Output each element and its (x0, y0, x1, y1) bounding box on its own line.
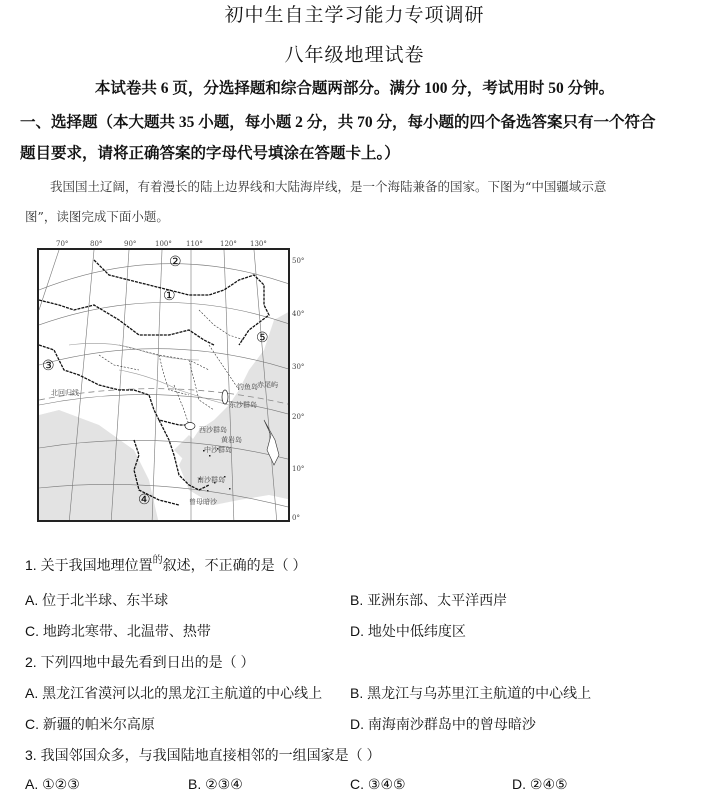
lat-label: 10° (292, 465, 305, 473)
section-heading-line2: 题目要求，请将正确答案的字母代号填涂在答题卡上。） (20, 145, 400, 162)
lon-label: 120° (220, 240, 237, 248)
nansha-label: 南沙群岛 (197, 476, 225, 484)
q2-option-b: B. 黑龙江与乌苏里江主航道的中心线上 (350, 685, 592, 701)
lon-label: 80° (90, 240, 103, 248)
map-marker-2: ② (169, 254, 182, 270)
intro-line1: 我国国土辽阔，有着漫长的陆上边界线和大陆海岸线，是一个海陆兼备的国家。下图为“中国疆域示意 (50, 179, 607, 194)
dongsha-label: 东沙群岛 (229, 401, 257, 409)
q1-option-d: D. 地处中低纬度区 (350, 623, 466, 639)
question-1-superscript: 的 (152, 555, 163, 566)
map-marker-4: ④ (138, 492, 151, 508)
q1-option-b: B. 亚洲东部、太平洋西岸 (350, 592, 508, 608)
map-marker-1: ① (163, 288, 176, 304)
lat-label: 40° (292, 310, 305, 318)
china-territory-map (37, 248, 290, 522)
question-3: 3. 我国邻国众多，与我国陆地直接相邻的一组国家是（ ） (25, 747, 381, 763)
q2-option-a: A. 黑龙江省漠河以北的黑龙江主航道的中心线上 (25, 685, 323, 701)
lat-label: 20° (292, 413, 305, 421)
tropic-label: 北回归线 (51, 389, 79, 397)
q2-option-d: D. 南海南沙群岛中的曾母暗沙 (350, 716, 536, 732)
q3-option-c: C. ③④⑤ (350, 776, 406, 792)
q3-option-d: D. ②④⑤ (512, 776, 568, 792)
section-heading-line1: 一、选择题（本大题共 35 小题，每小题 2 分，共 70 分，每小题的四个备选答案只有一个符合 (20, 114, 656, 131)
map-marker-5: ⑤ (256, 330, 269, 346)
q1-option-a: A. 位于北半球、东半球 (25, 592, 169, 608)
lon-label: 90° (124, 240, 137, 248)
q3-option-b: B. ②③④ (188, 776, 243, 792)
question-1 (25, 555, 306, 575)
q3-option-a: A. ①②③ (25, 776, 80, 792)
huangyan-label: 黄岩岛 (221, 436, 242, 444)
lon-label: 100° (155, 240, 172, 248)
map-marker-3: ③ (42, 358, 55, 374)
intro-line2: 图”，读图完成下面小题。 (25, 209, 169, 224)
exam-title: 初中生自主学习能力专项调研 (224, 4, 485, 26)
lon-label: 110° (186, 240, 203, 248)
q1-option-c: C. 地跨北寒带、北温带、热带 (25, 623, 211, 639)
question-1-stem-rest: 叙述，不正确的是（ ） (162, 557, 307, 573)
lat-label: 50° (292, 257, 305, 265)
lat-label: 0° (292, 514, 300, 522)
diaoyu-label: 钓鱼岛 (237, 383, 258, 391)
zengmu-label: 曾母暗沙 (189, 498, 217, 506)
q2-option-c: C. 新疆的帕米尔高原 (25, 716, 155, 732)
lat-label: 30° (292, 363, 305, 371)
question-2: 2. 下列四地中最先看到日出的是（ ） (25, 654, 255, 670)
zhongsha-label: 中沙群岛 (204, 446, 232, 454)
chiwei-label: 赤尾屿 (257, 381, 278, 389)
exam-subtitle: 八年级地理试卷 (284, 44, 425, 66)
exam-info: 本试卷共 6 页，分选择题和综合题两部分。满分 100 分，考试用时 50 分钟。 (94, 80, 615, 97)
question-1-stem: 1. 关于我国地理位置 (25, 557, 153, 573)
lon-label: 70° (56, 240, 69, 248)
lon-label: 130° (250, 240, 267, 248)
xisha-label: 西沙群岛 (199, 426, 227, 434)
